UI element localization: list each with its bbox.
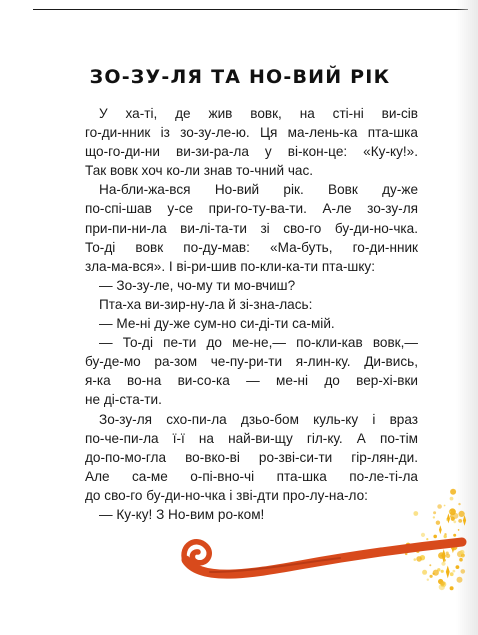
story-line: до сво-го бу-ди-но-чка і зві-дти про-лу-на-ло: <box>85 487 368 503</box>
sparkle-dot <box>452 513 458 519</box>
story-line: що-го-ди-ни ви-зи-ра-ла у ві-кон-це: «Ку-ку!». <box>85 144 418 160</box>
sparkle-dot <box>421 533 425 537</box>
sparkle-dot <box>462 555 465 558</box>
sparkle-dot <box>433 535 437 539</box>
sparkle-dot <box>427 579 429 581</box>
story-line: бу-де-мо ра-зом че-пу-ри-ти я-лин-ку. Ди-вись, <box>85 354 418 370</box>
sparkle-dot <box>414 558 417 561</box>
sparkle-dot <box>422 570 427 575</box>
sparkle-dot <box>453 520 456 523</box>
sparkle-dot <box>458 529 460 531</box>
sparkle-star <box>447 513 450 523</box>
story-line: до-по-мо-гла во-вко-ві ро-зві-си-ти гір-лян-ди. <box>85 449 418 465</box>
sparkle-dot <box>416 556 422 562</box>
story-line: я-ка во-на ви-со-ка — ме-ні до вер-хі-вки <box>85 373 418 389</box>
story-line: Пта-ха ви-зир-ну-ла й зі-зна-лась: <box>99 296 313 312</box>
story-line: У ха-ті, де жив вовк, на сті-ні ви-сів <box>99 106 418 121</box>
sparkle-dot <box>459 511 465 517</box>
sparkle-dot <box>450 489 456 495</box>
sparkle-dot <box>450 572 454 576</box>
sparkle-dot <box>441 570 444 573</box>
sparkle-dot <box>440 581 445 586</box>
sparkle-dot <box>453 570 456 573</box>
story-line: го-ди-нник із зо-зу-ле-ю. Ця ма-лень-ка пта-шка <box>85 125 418 141</box>
sparkle-dot <box>429 564 431 566</box>
sparkle-dot <box>426 538 428 540</box>
story-line: — Ку-ку! З Но-вим ро-ком! <box>99 506 265 522</box>
sparkle-dot <box>436 521 440 525</box>
story-line: Зо-зу-ля схо-пи-ла дзьо-бом куль-ку і враз <box>99 411 418 427</box>
sparkle-dot <box>446 554 450 558</box>
sparkle-dot <box>450 497 454 501</box>
sparkle-dot <box>460 550 465 555</box>
sparkle-dot <box>413 511 418 516</box>
story-line: — То-ді пе-ти до ме-не,— по-кли-кав вовк,— <box>99 335 418 351</box>
story-line: не ді-ста-ти. <box>85 392 162 408</box>
story-line: То-ді вовк по-ду-мав: «Ма-буть, го-ди-нник <box>85 239 418 255</box>
sparkle-star <box>439 525 442 534</box>
sparkle-dot <box>457 577 463 583</box>
story-line: На-бли-жа-вся Но-вий рік. Вовк ду-же <box>99 182 418 198</box>
sparkle-dot <box>458 503 460 505</box>
story-line: Але са-ме о-пі-вно-чі пта-шка по-ле-ті-ла <box>85 468 418 484</box>
sparkle-dot <box>430 575 433 578</box>
sparkle-dot <box>444 535 447 538</box>
sparkle-dot <box>456 565 460 569</box>
story-line: — Ме-ні ду-же сум-но си-ді-ти са-мій. <box>99 316 335 332</box>
sparkle-dot <box>433 511 436 514</box>
sparkle-dot <box>459 558 463 562</box>
story-line: — Зо-зу-ле, чо-му ти мо-вчиш? <box>99 277 296 293</box>
story-line: по-че-пи-ла ї-ї на най-ви-щу гіл-ку. А по-тім <box>85 430 418 446</box>
sparkle-dot <box>441 562 445 566</box>
story-title: ЗО-ЗУ-ЛЯ ТА НО-ВИЙ РІК <box>89 66 391 88</box>
sparkle-dot <box>437 504 442 509</box>
sparkle-dot <box>433 570 439 576</box>
story-line: зла-ма-вся». І ві-ри-шив по-кли-ка-ти пта-шку: <box>85 258 376 274</box>
sparkle-dot <box>449 511 451 513</box>
story-line: Так вовк хоч ко-ли знав то-чний час. <box>85 163 314 179</box>
sparkle-star <box>446 566 450 579</box>
sparkle-dot <box>458 519 462 523</box>
sparkle-dot <box>450 586 454 590</box>
sparkle-dot <box>453 534 456 537</box>
sparkle-dot <box>461 569 466 574</box>
sparkle-dot <box>433 516 435 518</box>
story-line: при-пи-ни-ла ви-лі-та-ти зі сво-го бу-ди-но-чка. <box>85 220 418 236</box>
story-line: по-спі-шав у-се при-го-ту-ва-ти. А-ле зо-зу-ля <box>85 201 418 217</box>
sparkle-dot <box>444 505 446 507</box>
sparkle-star <box>463 515 466 526</box>
